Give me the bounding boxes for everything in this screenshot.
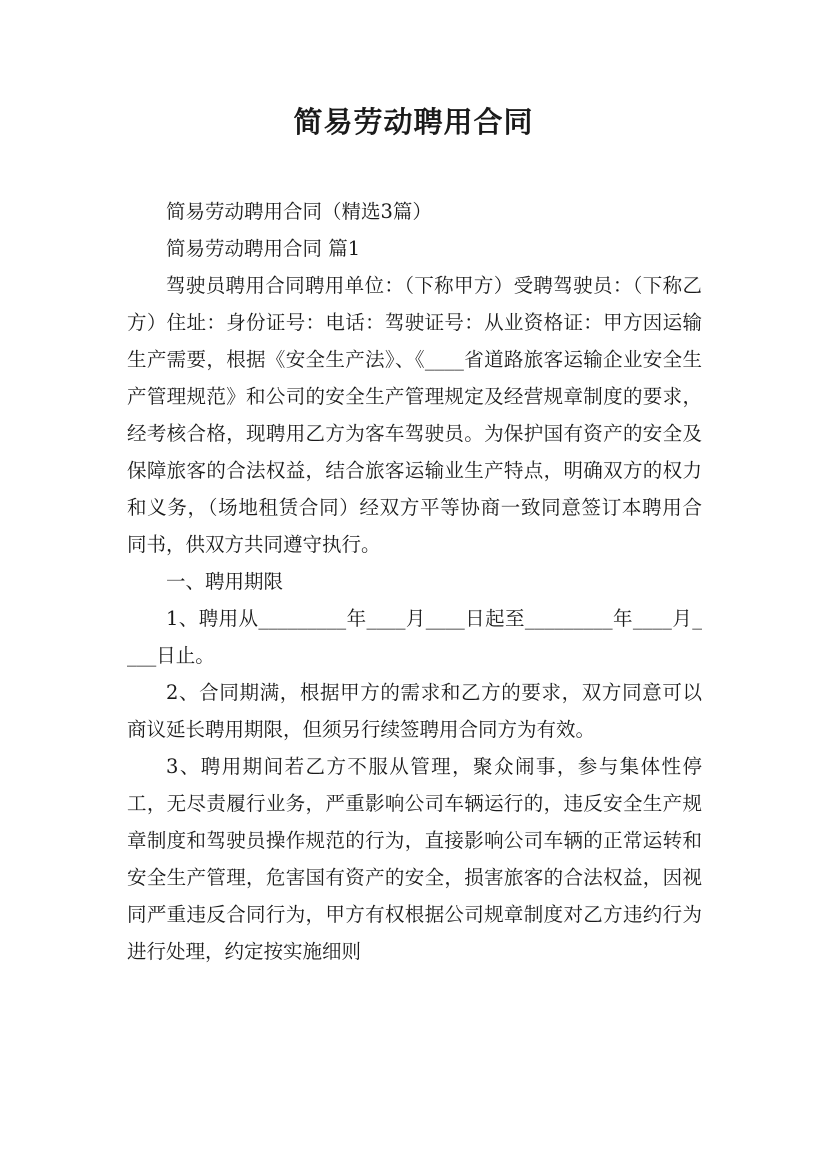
paragraph-preamble: 驾驶员聘用合同聘用单位：（下称甲方）受聘驾驶员：（下称乙方）住址：身份证号：电话：驾驶证号：从业资格证：甲方因运输生产需要，根据《安全生产法》、《____省道路旅客运输企业安全生产管理规范》和公司的安全生产管理规定及经营规章制度的要求，经考核合格，现聘用乙方为客车驾驶员。为保护国有资产的安全及保障旅客的合法权益，结合旅客运输业生产特点，明确双方的权力和义务，（场地租赁合同）经双方平等协商一致同意签订本聘用合同书，供双方共同遵守执行。 <box>127 274 702 556</box>
clause-1: 1、聘用从_________年____月____日起至_________年____月____日止。 <box>127 607 702 667</box>
clause-2: 2、合同期满，根据甲方的需求和乙方的要求，双方同意可以商议延长聘用期限，但须另行续签聘用合同方为有效。 <box>127 681 702 741</box>
document-title: 简易劳动聘用合同 <box>293 105 534 139</box>
paragraph-heading-collection: 简易劳动聘用合同（精选3篇） <box>166 200 432 223</box>
paragraph-heading-part-1: 简易劳动聘用合同 篇1 <box>166 237 361 260</box>
document-body <box>127 193 702 970</box>
section-heading-term: 一、聘用期限 <box>166 570 284 593</box>
clause-3: 3、聘用期间若乙方不服从管理，聚众闹事，参与集体性停工，无尽责履行业务，严重影响公司车辆运行的，违反安全生产规章制度和驾驶员操作规范的行为，直接影响公司车辆的正常运转和安全生产管理，危害国有资产的安全，损害旅客的合法权益，因视同严重违反合同行为，甲方有权根据公司规章制度对乙方违约行为进行处理，约定按实施细则 <box>127 755 702 963</box>
